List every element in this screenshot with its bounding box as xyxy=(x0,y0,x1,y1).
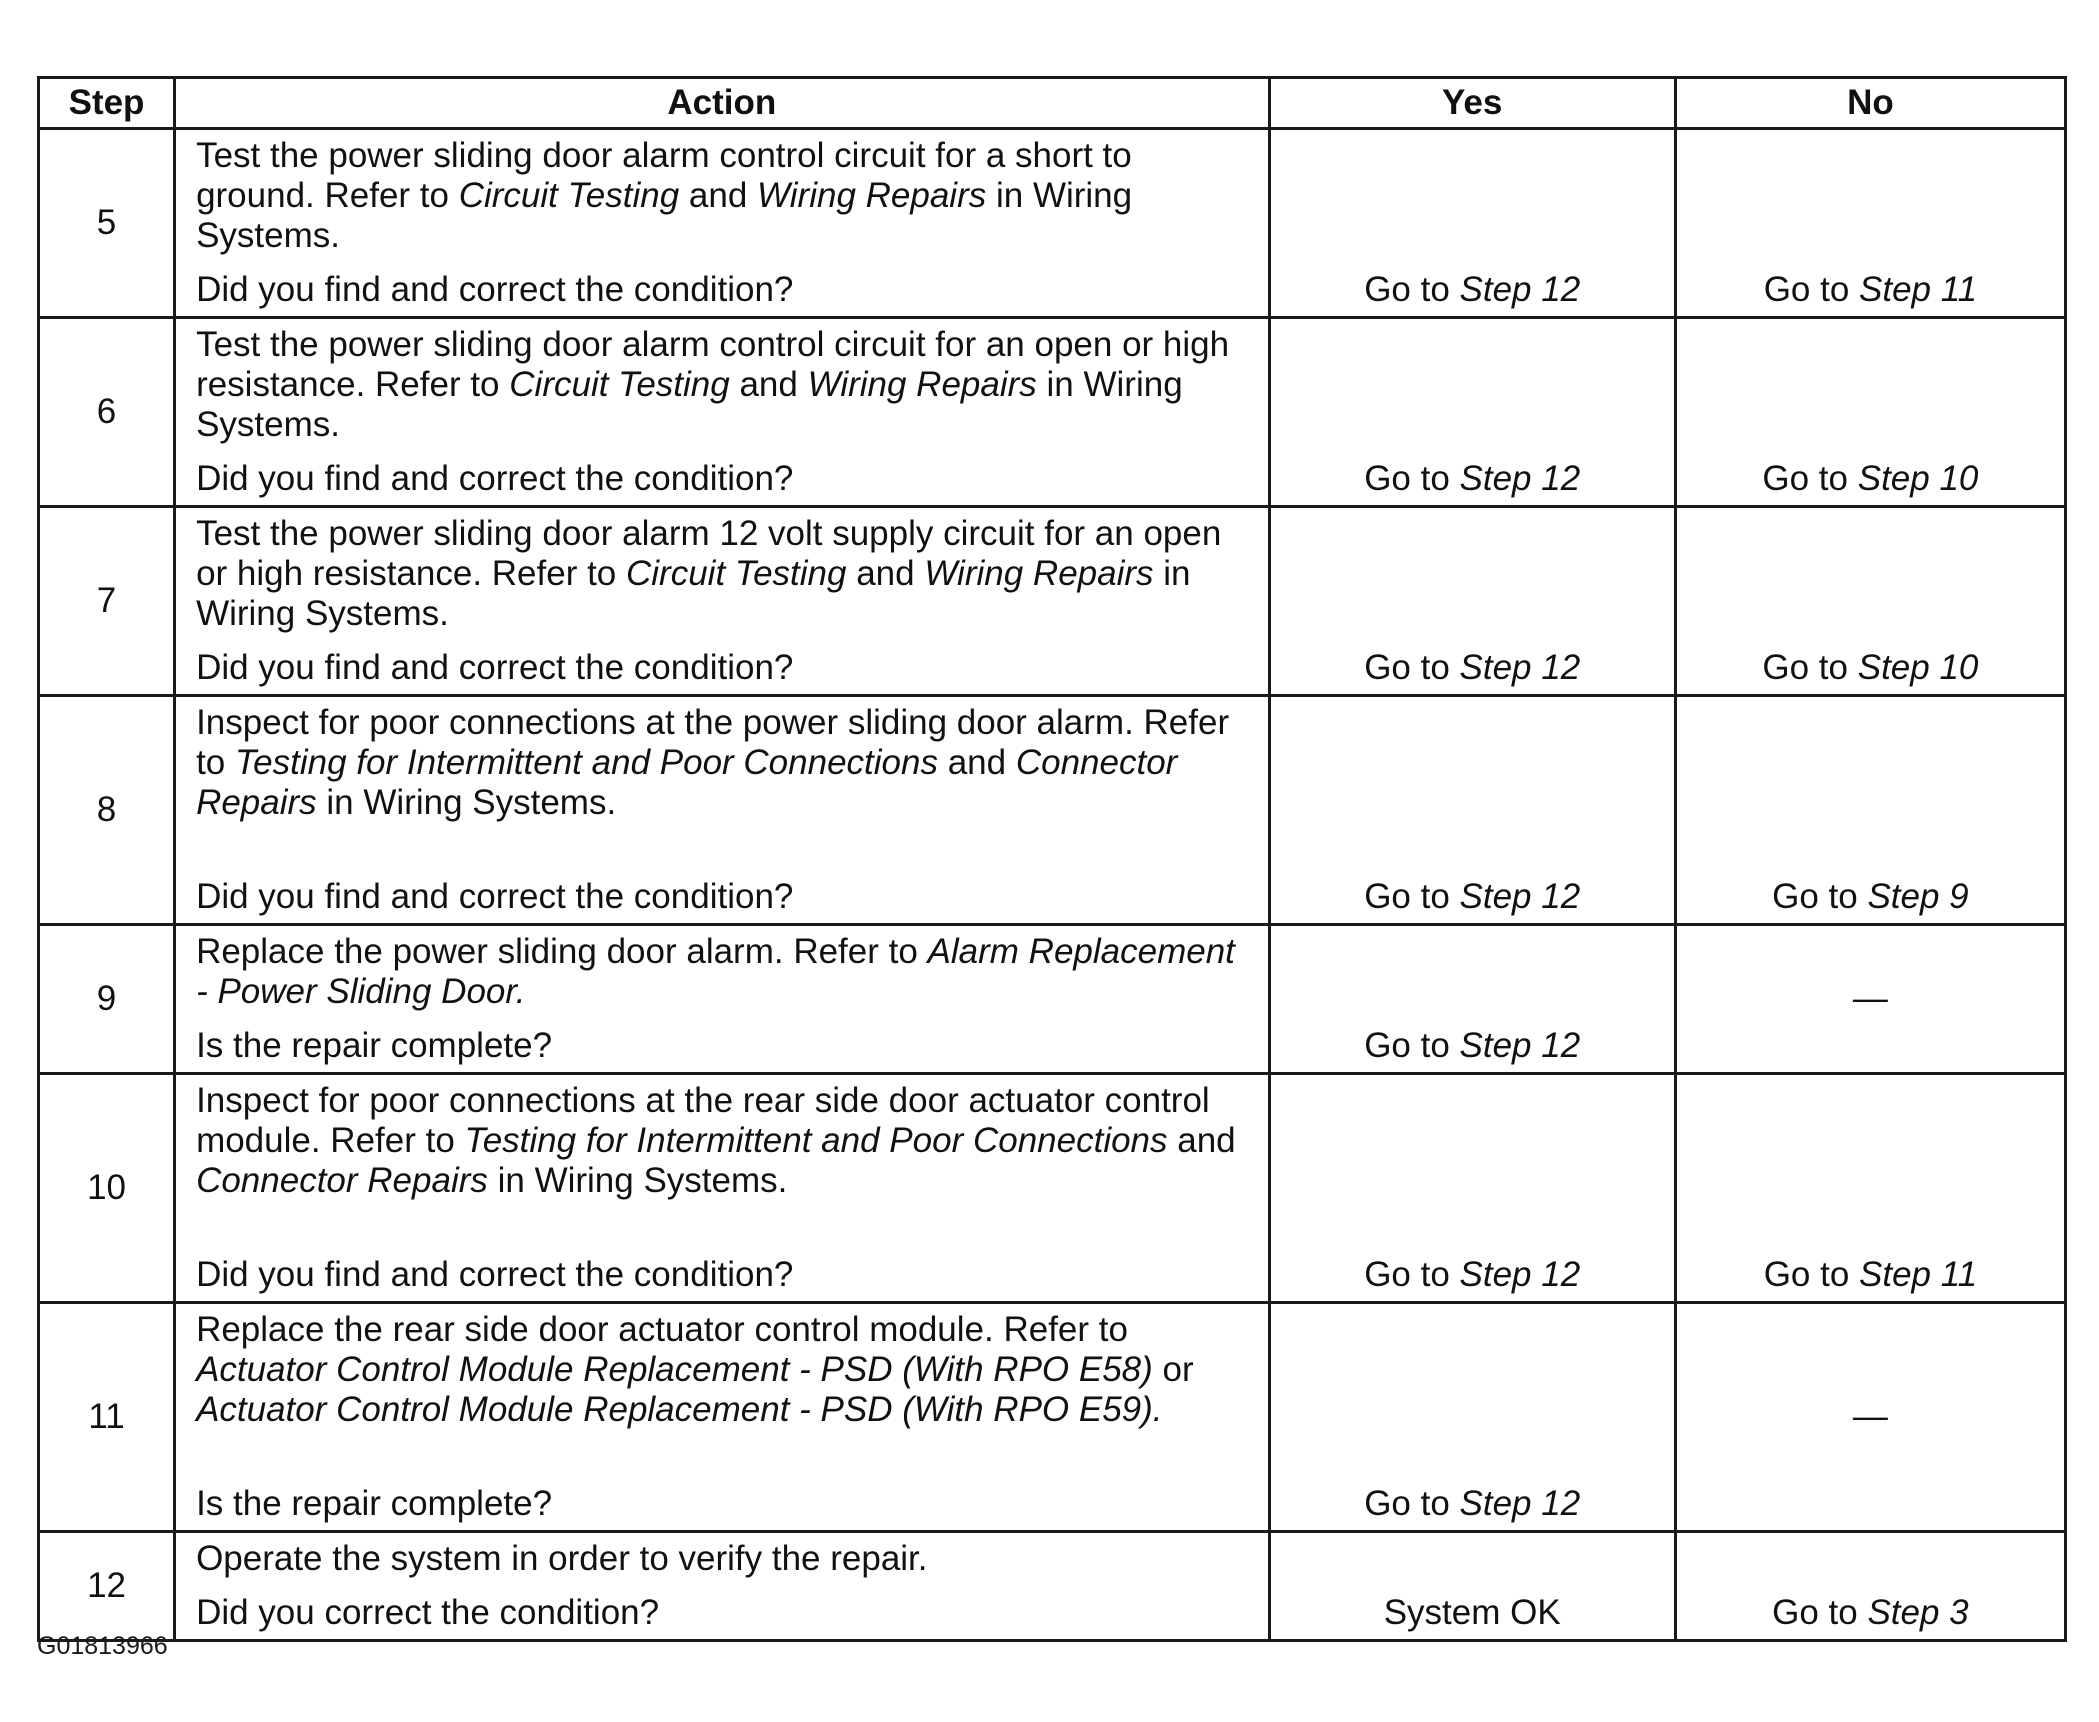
no-result-cell xyxy=(1675,507,2065,696)
table-header-row xyxy=(39,78,2066,129)
reference-text: Alarm Replacement - Power Sliding Door. xyxy=(196,932,1235,1011)
table-row xyxy=(39,318,2066,507)
step-number: 9 xyxy=(39,925,175,1074)
reference-text: Circuit Testing xyxy=(626,554,847,593)
goto-step-link: Step 11 xyxy=(1859,1255,1978,1294)
no-result-cell xyxy=(1675,129,2065,318)
yes-result-cell xyxy=(1269,318,1675,507)
figure-id-label: G01813966 xyxy=(37,1632,168,1660)
action-cell xyxy=(175,696,1270,925)
goto-prefix: Go to xyxy=(1763,1255,1860,1294)
step-number: 10 xyxy=(39,1074,175,1303)
step-number: 12 xyxy=(39,1532,175,1641)
step-number: 5 xyxy=(39,129,175,318)
goto-step-link: Step 10 xyxy=(1857,648,1979,687)
action-text-segment: Inspect for poor connections at the power sliding door alarm. Refer to xyxy=(196,703,1230,782)
no-result-cell xyxy=(1675,696,2065,925)
goto-step-link: Step 9 xyxy=(1867,877,1969,916)
action-text xyxy=(196,136,1252,256)
yes-result-cell xyxy=(1269,1532,1675,1641)
action-text xyxy=(196,1539,1252,1579)
goto-step-link: Step 12 xyxy=(1459,1255,1581,1294)
yes-result-cell xyxy=(1269,129,1675,318)
goto-step-link: Step 12 xyxy=(1459,1026,1581,1065)
goto-prefix: Go to xyxy=(1364,270,1460,309)
no-result-cell xyxy=(1675,925,2065,1074)
action-text-segment: or xyxy=(1152,1350,1194,1389)
action-text-segment: in Wiring Systems. xyxy=(196,365,1183,444)
action-text-segment: Replace the power sliding door alarm. Refer to xyxy=(196,932,928,971)
goto-step-link: Step 12 xyxy=(1459,270,1581,309)
goto-step-link: Step 12 xyxy=(1459,877,1581,916)
action-text-segment: Replace the rear side door actuator control module. Refer to xyxy=(196,1310,1128,1349)
action-text xyxy=(196,1081,1252,1201)
action-text xyxy=(196,514,1252,634)
goto-step-link: Step 3 xyxy=(1867,1593,1969,1632)
action-question: Is the repair complete? xyxy=(196,1484,553,1523)
action-cell xyxy=(175,318,1270,507)
reference-text: Actuator Control Module Replacement - PSD (With RPO E58) xyxy=(196,1350,1153,1389)
step-number: 11 xyxy=(39,1303,175,1532)
action-column-header: Action xyxy=(175,78,1270,129)
goto-prefix: Go to xyxy=(1364,648,1460,687)
step-column-header: Step xyxy=(39,78,175,129)
action-text-segment: and xyxy=(846,554,925,593)
goto-prefix: Go to xyxy=(1364,1255,1460,1294)
table-row xyxy=(39,129,2066,318)
goto-prefix: Go to xyxy=(1772,1593,1868,1632)
goto-prefix: Go to xyxy=(1364,459,1460,498)
action-text-segment: in Wiring Systems. xyxy=(196,176,1133,255)
action-text-segment: and xyxy=(1167,1121,1236,1160)
action-text-segment: in Wiring Systems. xyxy=(316,783,617,822)
reference-text: Connector Repairs xyxy=(196,1161,488,1200)
step-number: 6 xyxy=(39,318,175,507)
reference-text: Circuit Testing xyxy=(458,176,680,215)
action-question: Did you find and correct the condition? xyxy=(196,648,794,687)
action-cell xyxy=(175,1303,1270,1532)
goto-prefix: Go to xyxy=(1763,270,1860,309)
step-number: 7 xyxy=(39,507,175,696)
action-cell xyxy=(175,1532,1270,1641)
action-text-segment: Inspect for poor connections at the rear side door actuator control module. Refer to xyxy=(196,1081,1210,1160)
yes-result-cell xyxy=(1269,696,1675,925)
reference-text: Testing for Intermittent and Poor Connections xyxy=(234,743,938,782)
yes-result-cell xyxy=(1269,925,1675,1074)
result-text: System OK xyxy=(1383,1593,1561,1632)
action-text-segment: Test the power sliding door alarm control circuit for an open or high resistance. Refer to xyxy=(196,325,1230,404)
no-result-cell xyxy=(1675,1303,2065,1532)
action-question: Did you find and correct the condition? xyxy=(196,1255,794,1294)
goto-prefix: Go to xyxy=(1364,1484,1460,1523)
no-column-header: No xyxy=(1675,78,2065,129)
goto-step-link: Step 12 xyxy=(1459,1484,1581,1523)
action-cell xyxy=(175,1074,1270,1303)
action-text-segment: in Wiring Systems. xyxy=(196,554,1191,633)
action-text-segment: Test the power sliding door alarm 12 volt supply circuit for an open or high resistance. Refer to xyxy=(196,514,1222,593)
action-cell xyxy=(175,925,1270,1074)
goto-prefix: Go to xyxy=(1364,1026,1460,1065)
table-row xyxy=(39,925,2066,1074)
goto-prefix: Go to xyxy=(1772,877,1868,916)
goto-prefix: Go to xyxy=(1364,877,1460,916)
yes-result-cell xyxy=(1269,507,1675,696)
reference-text: Wiring Repairs xyxy=(757,176,987,215)
action-text xyxy=(196,703,1252,823)
action-text-segment: Test the power sliding door alarm control circuit for a short to ground. Refer to xyxy=(196,136,1132,215)
dash-mark: — xyxy=(1852,1397,1888,1436)
table-row xyxy=(39,1532,2066,1641)
action-text-segment: in Wiring Systems. xyxy=(487,1161,788,1200)
table-body xyxy=(39,129,2066,1641)
reference-text: Connector Repairs xyxy=(196,743,1178,822)
reference-text: Wiring Repairs xyxy=(924,554,1154,593)
no-result-cell xyxy=(1675,318,2065,507)
goto-prefix: Go to xyxy=(1762,648,1858,687)
reference-text: Circuit Testing xyxy=(509,365,730,404)
action-text xyxy=(196,325,1252,445)
action-cell xyxy=(175,507,1270,696)
action-text-segment: and xyxy=(729,365,808,404)
goto-step-link: Step 12 xyxy=(1459,459,1581,498)
no-result-cell xyxy=(1675,1532,2065,1641)
action-cell xyxy=(175,129,1270,318)
goto-step-link: Step 12 xyxy=(1459,648,1581,687)
table-row xyxy=(39,1303,2066,1532)
reference-text: Actuator Control Module Replacement - PSD (With RPO E59). xyxy=(196,1390,1163,1429)
goto-step-link: Step 10 xyxy=(1857,459,1979,498)
diagnostic-table xyxy=(37,76,2067,1642)
action-text-segment: and xyxy=(937,743,1016,782)
step-number: 8 xyxy=(39,696,175,925)
reference-text: Testing for Intermittent and Poor Connections xyxy=(464,1121,1168,1160)
action-text xyxy=(196,932,1252,1012)
goto-step-link: Step 11 xyxy=(1859,270,1978,309)
action-text xyxy=(196,1310,1252,1430)
table-row xyxy=(39,507,2066,696)
goto-prefix: Go to xyxy=(1762,459,1858,498)
action-question: Did you find and correct the condition? xyxy=(196,877,794,916)
yes-result-cell xyxy=(1269,1074,1675,1303)
action-text-segment: Operate the system in order to verify the repair. xyxy=(196,1539,928,1578)
action-question: Is the repair complete? xyxy=(196,1026,553,1065)
yes-result-cell xyxy=(1269,1303,1675,1532)
yes-column-header: Yes xyxy=(1269,78,1675,129)
action-question: Did you find and correct the condition? xyxy=(196,270,794,309)
action-question: Did you find and correct the condition? xyxy=(196,459,794,498)
dash-mark: — xyxy=(1852,979,1888,1018)
no-result-cell xyxy=(1675,1074,2065,1303)
action-question: Did you correct the condition? xyxy=(196,1593,660,1632)
reference-text: Wiring Repairs xyxy=(807,365,1037,404)
table-row xyxy=(39,1074,2066,1303)
action-text-segment: and xyxy=(679,176,758,215)
table-row xyxy=(39,696,2066,925)
